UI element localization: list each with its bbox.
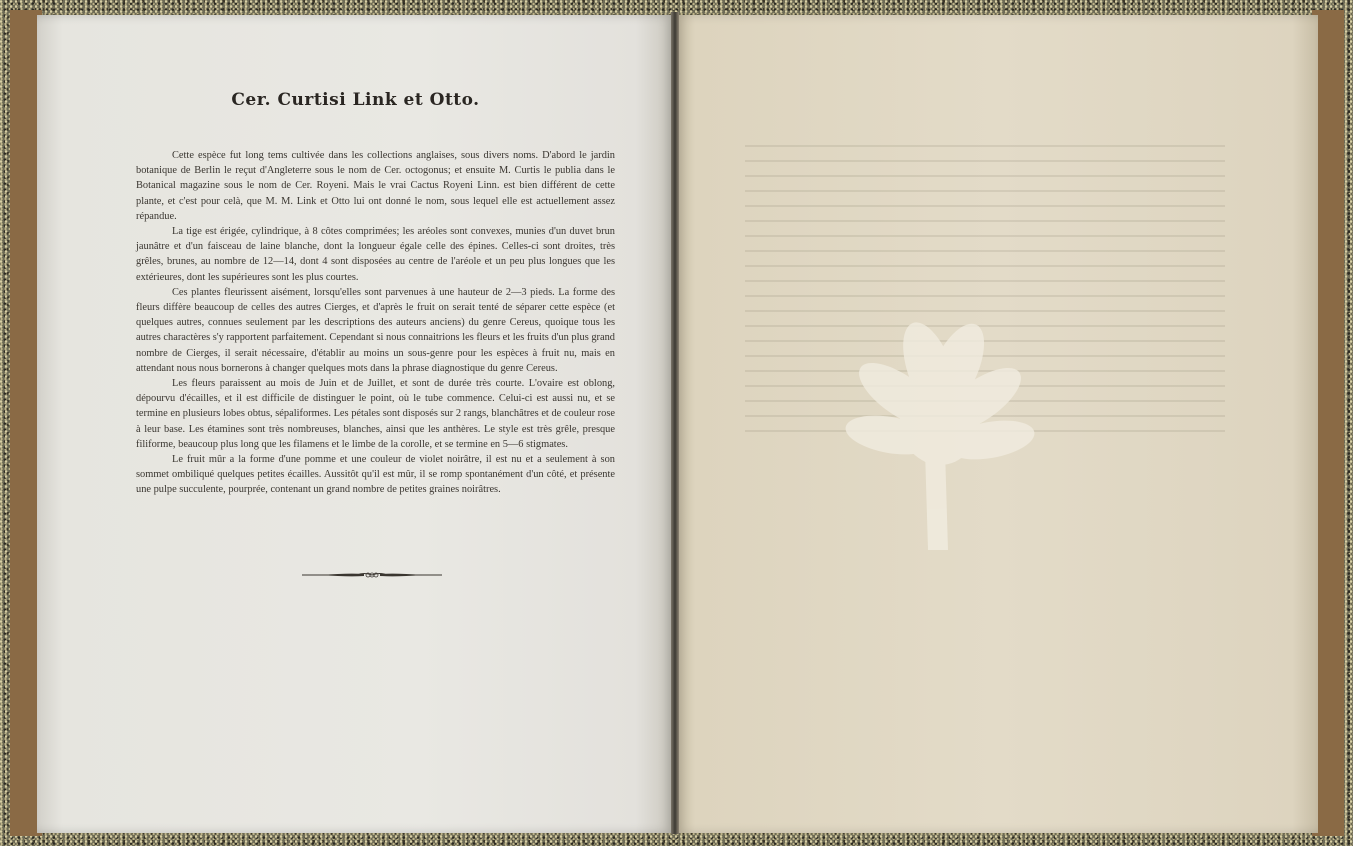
flower-show-through bbox=[830, 300, 1040, 560]
book-gutter bbox=[671, 12, 679, 834]
ornament-divider bbox=[302, 570, 442, 580]
body-text bbox=[136, 148, 615, 498]
paragraph: Les fleurs paraissent au mois de Juin et de Juillet, et sont de durée très courte. L'ovaire est oblong, dépourvu d'écailles, et il est difficile de distinguer le point, où le tube commence. Celui-ci est aussi nu, et se termine en plusieurs lobes obtus, sépaliformes. Les pétales sont disposés sur 2 rangs, blanchâtres et de couleur rose à leur base. Les étamines sont très nombreuses, blanches, ainsi que les anthères. Le style est très grêle, presque filiforme, beaucoup plus long que les filamens et le limbe de la corolle, et se termine en 5—6 stigmates. bbox=[136, 378, 615, 450]
paragraph: Cette espèce fut long tems cultivée dans les collections anglaises, sous divers noms. D'abord le jardin botanique de Berlin le reçut d'Angleterre sous le nom de Cer. octogonus; et ensuite M. Curtis le publia dans le Botanical magazine sous le nom de Cer. Royeni. Mais le vrai Cactus Royeni Linn. est bien différent de cette plante, et c'est pour celà, que M. M. Link et Otto lui ont donné le nom, sous lequel elle est actuellement assez répandue. bbox=[136, 150, 615, 222]
paragraph: Le fruit mûr a la forme d'une pomme et une couleur de violet noirâtre, il est nu et a seulement à son sommet ombiliqué quelques petites écailles. Aussitôt qu'il est mûr, il se romp spontanément d'un côté, et présente une pulpe succulente, pourprée, contenant un grand nombre de petites graines noirâtres. bbox=[136, 454, 615, 496]
paragraph: Ces plantes fleurissent aisément, lorsqu'elles sont parvenues à une hauteur de 2—3 pieds. La forme des fleurs diffère beaucoup de celles des autres Cierges, et d'après le fruit on serait tenté de séparer cette espèce (et quelques autres, connues seulement par les descriptions des auteurs anciens) du genre Cereus, quoique tous les autres charactères s'y rapportent parfaitement. Cependant si nous connaitrions les fleurs et les fruits d'un plus grand nombre de Cierges, il serait nécessaire, d'établir au moins un sous-genre pour les espèces à fruit nu, mais en attendant nous nous bornerons à changer quelques mots dans la phrase diagnostique du genre Cereus. bbox=[136, 286, 615, 374]
paragraph: La tige est érigée, cylindrique, à 8 côtes comprimées; les aréoles sont convexes, munies d'un duvet brun jaunâtre et d'un faisceau de laine blanche, dont la longueur égale celle des épines. Celles-ci sont droites, très grêles, brunes, au nombre de 12—14, dont 4 sont disposées au centre de l'aréole et un peu plus longues que les extérieures, dont les supérieures sont les plus courtes. bbox=[136, 226, 615, 283]
page-title: Cer. Curtisi Link et Otto. bbox=[231, 90, 480, 110]
